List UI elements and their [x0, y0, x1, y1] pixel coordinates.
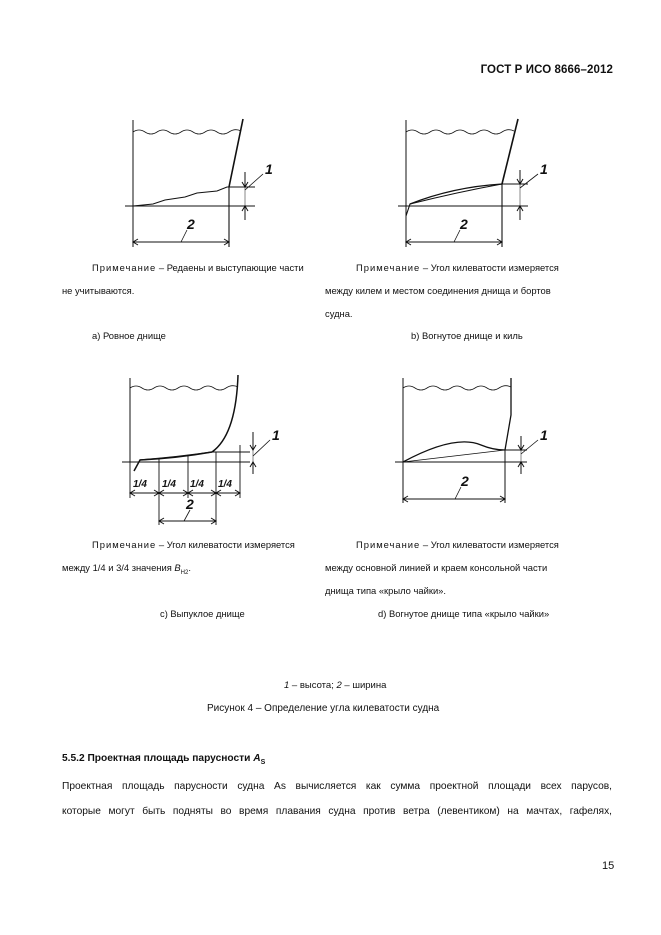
figure-c-quarter-3: 1/4 [190, 479, 204, 490]
figure-a-label-1: 1 [265, 161, 273, 177]
figure-b-diagram [398, 112, 558, 252]
section-heading: 5.5.2 Проектная площадь парусности $A_S$ [62, 753, 266, 767]
figure-a-note-line1: Примечание – Редаены и выступающие части [92, 262, 304, 273]
figure-c-diagram [118, 370, 278, 535]
figure-b-note-line1: Примечание – Угол килеватости измеряется [356, 262, 559, 273]
figure-c-quarter-2: 1/4 [162, 479, 176, 490]
figure-b-label-1: 1 [540, 161, 548, 177]
figure-a-label-2: 2 [187, 216, 195, 232]
page-number: 15 [602, 860, 615, 872]
figure-c-quarter-4: 1/4 [218, 479, 232, 490]
figure-d-label-1: 1 [540, 427, 548, 443]
figure-d-note-line3: днища типа «крыло чайки». [325, 585, 446, 596]
figure-c-quarter-1: 1/4 [133, 479, 147, 490]
figure-c-note-line1: Примечание – Угол килеватости измеряется [92, 539, 295, 550]
document-id: ГОСТ Р ИСО 8666–2012 [480, 64, 613, 76]
figure-b-note-line3: судна. [325, 308, 353, 319]
figure-b-label-2: 2 [460, 216, 468, 232]
figure-d-caption: d) Вогнутое днище типа «крыло чайки» [378, 608, 550, 619]
figure-c-label-2: 2 [186, 496, 194, 512]
paragraph-line-1: Проектная площадь парусности судна As вычисляется как сумма проектной площади всех парусов, [62, 781, 612, 792]
figure-a-note-line2: не учитываются. [62, 285, 135, 296]
figure-d-label-2: 2 [461, 473, 469, 489]
figure-d-diagram [395, 370, 560, 520]
figure-c-caption: с) Выпуклое днище [160, 608, 245, 619]
figure-legend: 1 – высота; 2 – ширина [284, 680, 387, 691]
figure-d-note-line1: Примечание – Угол килеватости измеряется [356, 539, 559, 550]
figure-a-caption: а) Ровное днище [92, 330, 166, 341]
figure-c-note-line2: между 1/4 и 3/4 значения $B_{H2}$. [62, 562, 191, 576]
figure-title: Рисунок 4 – Определение угла килеватости судна [207, 703, 440, 714]
figure-c-label-1: 1 [272, 427, 280, 443]
figure-b-note-line2: между килем и местом соединения днища и бортов [325, 285, 551, 296]
figure-d-note-line2: между основной линией и краем консольной части [325, 562, 548, 573]
figure-b-caption: b) Вогнутое днище и киль [411, 330, 523, 341]
paragraph-line-2: которые могут быть подняты во время плавания судна против ветра (левентиком) на мачтах, гафелях, [62, 806, 612, 817]
figure-a-diagram [125, 112, 275, 252]
